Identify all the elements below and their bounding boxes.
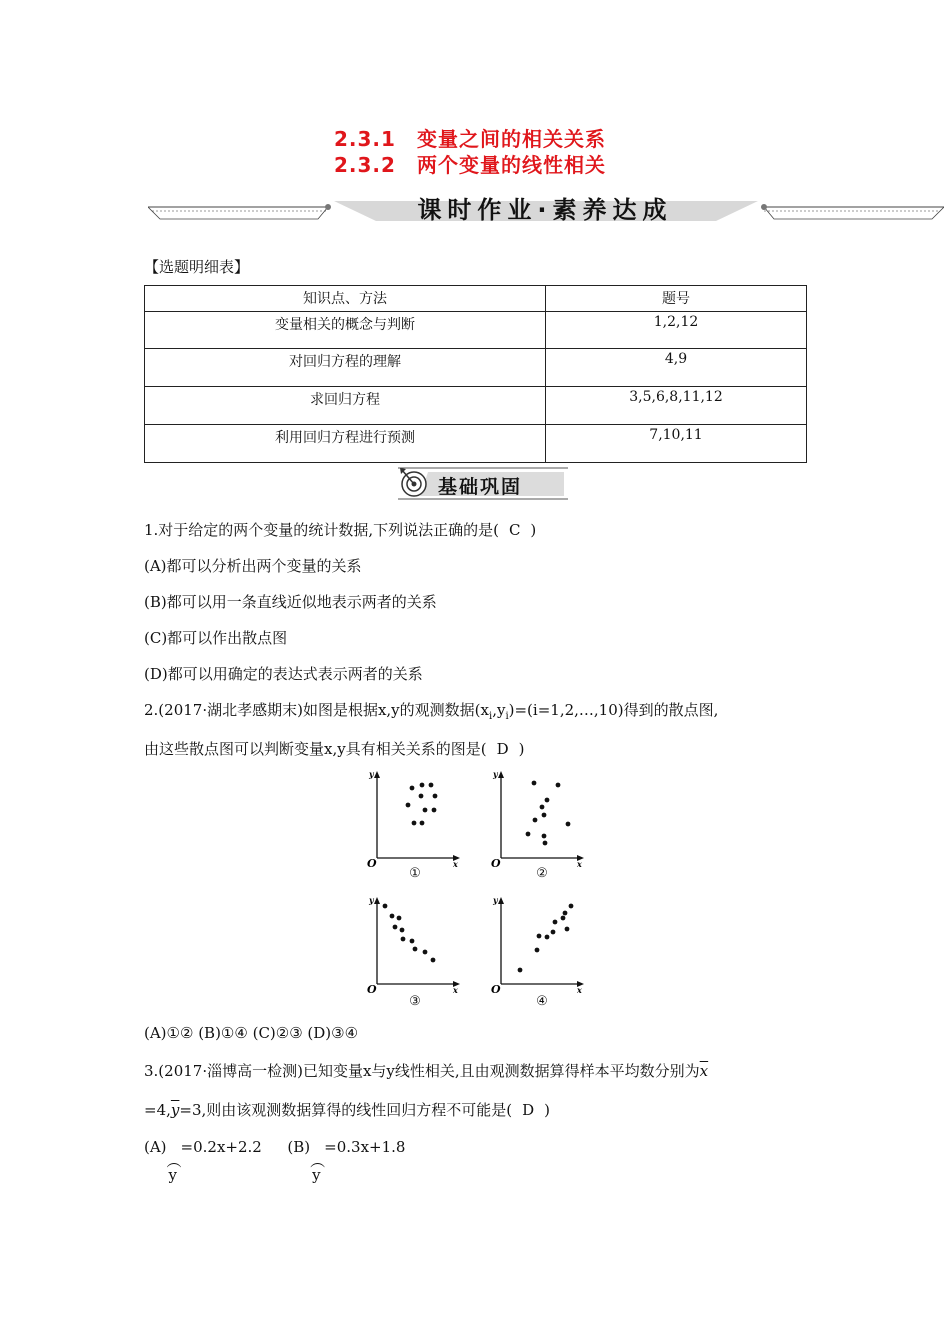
subscript-i: i (505, 711, 509, 722)
axis-label-x: x (577, 985, 582, 994)
scatter-point (423, 808, 428, 813)
scatter-point (535, 948, 540, 953)
axis-label-O: O (491, 857, 501, 868)
scatter-point (433, 794, 438, 799)
scatter-point (410, 939, 415, 944)
scatter-plot (489, 768, 589, 868)
scatter-point (419, 794, 424, 799)
scatter-point (545, 798, 550, 803)
table-cell-numbers: 4,9 (546, 349, 807, 387)
plot-axes (377, 900, 457, 984)
subscript-i: i (488, 711, 493, 722)
scatter-point (542, 813, 547, 818)
scatter-point (420, 783, 425, 788)
plot-axes (501, 900, 581, 984)
question-2-answer: D (496, 740, 509, 758)
scatter-plot (365, 768, 465, 868)
option-a-equation: =0.2x+2.2 (180, 1138, 262, 1156)
axis-label-x: x (453, 985, 458, 994)
scatter-point (526, 832, 531, 837)
question-1-option-d: (D)都可以用确定的表达式表示两者的关系 (144, 665, 423, 683)
scatter-point (406, 803, 411, 808)
question-3-text: 3.(2017·淄博高一检测)已知变量x与y线性相关,且由观测数据算得样本平均数分别为 (144, 1062, 700, 1080)
question-2-text-b: ,y (492, 701, 506, 719)
option-b-label: (B) (287, 1138, 311, 1156)
table-cell-numbers: 7,10,11 (546, 425, 807, 463)
scatter-point (390, 914, 395, 919)
scatter-point (532, 781, 537, 786)
axis-label-y: y (493, 769, 498, 779)
scatter-point (561, 916, 566, 921)
table-cell-topic: 对回归方程的理解 (145, 349, 546, 387)
table-cell-topic: 变量相关的概念与判断 (145, 312, 546, 349)
question-3-stem (144, 1060, 708, 1081)
table-row (145, 312, 807, 349)
question-2-stem-line2 (144, 738, 524, 759)
table-row (145, 387, 807, 425)
scatter-point (537, 934, 542, 939)
question-2-text-a: 2.(2017·湖北孝感期末)如图是根据x,y的观测数据(x (144, 701, 489, 719)
question-3-text-b: =3,则由该观测数据算得的线性回归方程不可能是( (179, 1101, 513, 1119)
axis-label-x: x (577, 859, 582, 868)
table-cell-numbers: 1,2,12 (546, 312, 807, 349)
scatter-point (569, 904, 574, 909)
scatter-point (423, 950, 428, 955)
scatter-point (551, 930, 556, 935)
scatter-point (412, 821, 417, 826)
plot-axes (377, 774, 457, 858)
selection-table-label: 【选题明细表】 (144, 258, 250, 276)
scatter-point (401, 937, 406, 942)
table-row (145, 349, 807, 387)
axis-arrows (498, 771, 584, 861)
scatter-point (542, 834, 547, 839)
question-2-text-d: 由这些散点图可以判断变量x,y具有相关关系的图是( (144, 740, 487, 758)
table-cell-topic: 求回归方程 (145, 387, 546, 425)
scatter-point (543, 841, 548, 846)
scatter-point (383, 904, 388, 909)
axis-arrows (498, 897, 584, 987)
question-2-stem (144, 699, 718, 722)
axis-arrows (374, 771, 460, 861)
title-line-1: 2.3.1 变量之间的相关关系 (334, 127, 606, 151)
question-3-stem-line2 (144, 1099, 550, 1120)
question-1-stem (144, 519, 536, 540)
table-header-topic: 知识点、方法 (145, 286, 546, 312)
question-1-close: ) (530, 521, 537, 539)
plot-caption: ① (409, 866, 421, 881)
scatter-point (393, 925, 398, 930)
table-cell-numbers: 3,5,6,8,11,12 (546, 387, 807, 425)
option-a-label: (A) (144, 1138, 167, 1156)
scatter-plot (489, 894, 589, 994)
axis-label-x: x (453, 859, 458, 868)
section-title: 基础巩固 (438, 476, 523, 498)
y-bar: $\overline{y}$ (170, 1101, 180, 1119)
scatter-point (413, 947, 418, 952)
plot-caption: ② (536, 866, 548, 881)
scatter-point (518, 968, 523, 973)
question-2-options: (A)①② (B)①④ (C)②③ (D)③④ (144, 1024, 359, 1042)
scatter-point (432, 808, 437, 813)
plot-axes (501, 774, 581, 858)
plot-caption: ③ (409, 994, 421, 1009)
target-icon (400, 468, 426, 496)
plot-caption: ④ (536, 994, 548, 1009)
axis-label-O: O (367, 983, 377, 994)
question-1-text: 1.对于给定的两个变量的统计数据,下列说法正确的是( (144, 521, 499, 539)
axis-arrows (374, 897, 460, 987)
table-header-numbers: 题号 (546, 286, 807, 312)
question-1-option-b: (B)都可以用一条直线近似地表示两者的关系 (144, 593, 437, 611)
scatter-point (540, 805, 545, 810)
question-3-options: (A) ︵ y =0.2x+2.2 (B) ︵ y =0.3x+1.8 (144, 1138, 406, 1184)
option-b-equation: =0.3x+1.8 (324, 1138, 406, 1156)
question-1-option-c: (C)都可以作出散点图 (144, 629, 288, 647)
axis-label-O: O (367, 857, 377, 868)
table-row (145, 425, 807, 463)
scatter-point (410, 786, 415, 791)
scatter-point (431, 958, 436, 963)
scatter-point (565, 927, 570, 932)
question-3-close: ) (544, 1101, 550, 1119)
scatter-point (533, 818, 538, 823)
scatter-point (420, 821, 425, 826)
question-2-close: ) (518, 740, 525, 758)
table-cell-topic: 利用回归方程进行预测 (145, 425, 546, 463)
banner-title: 课时作业·素养达成 (417, 196, 673, 224)
axis-label-y: y (369, 769, 374, 779)
x-bar: $\overline{x}$ (699, 1062, 709, 1080)
question-3-text-a: =4, (144, 1101, 171, 1119)
question-3-answer: D (522, 1101, 535, 1119)
scatter-point (397, 916, 402, 921)
scatter-plot (365, 894, 465, 994)
axis-label-O: O (491, 983, 501, 994)
scatter-point (556, 783, 561, 788)
selection-table (144, 285, 807, 463)
question-2-text-c: )=(i=1,2,…,10)得到的散点图, (508, 701, 719, 719)
scatter-point (545, 935, 550, 940)
scatter-point (563, 911, 568, 916)
scatter-point (429, 783, 434, 788)
scatter-point (566, 822, 571, 827)
title-line-2: 2.3.2 两个变量的线性相关 (334, 153, 606, 177)
axis-label-y: y (493, 895, 498, 905)
question-1-answer: C (508, 521, 521, 539)
question-1-option-a: (A)都可以分析出两个变量的关系 (144, 557, 362, 575)
axis-label-y: y (369, 895, 374, 905)
scatter-point (553, 920, 558, 925)
scatter-point (400, 928, 405, 933)
